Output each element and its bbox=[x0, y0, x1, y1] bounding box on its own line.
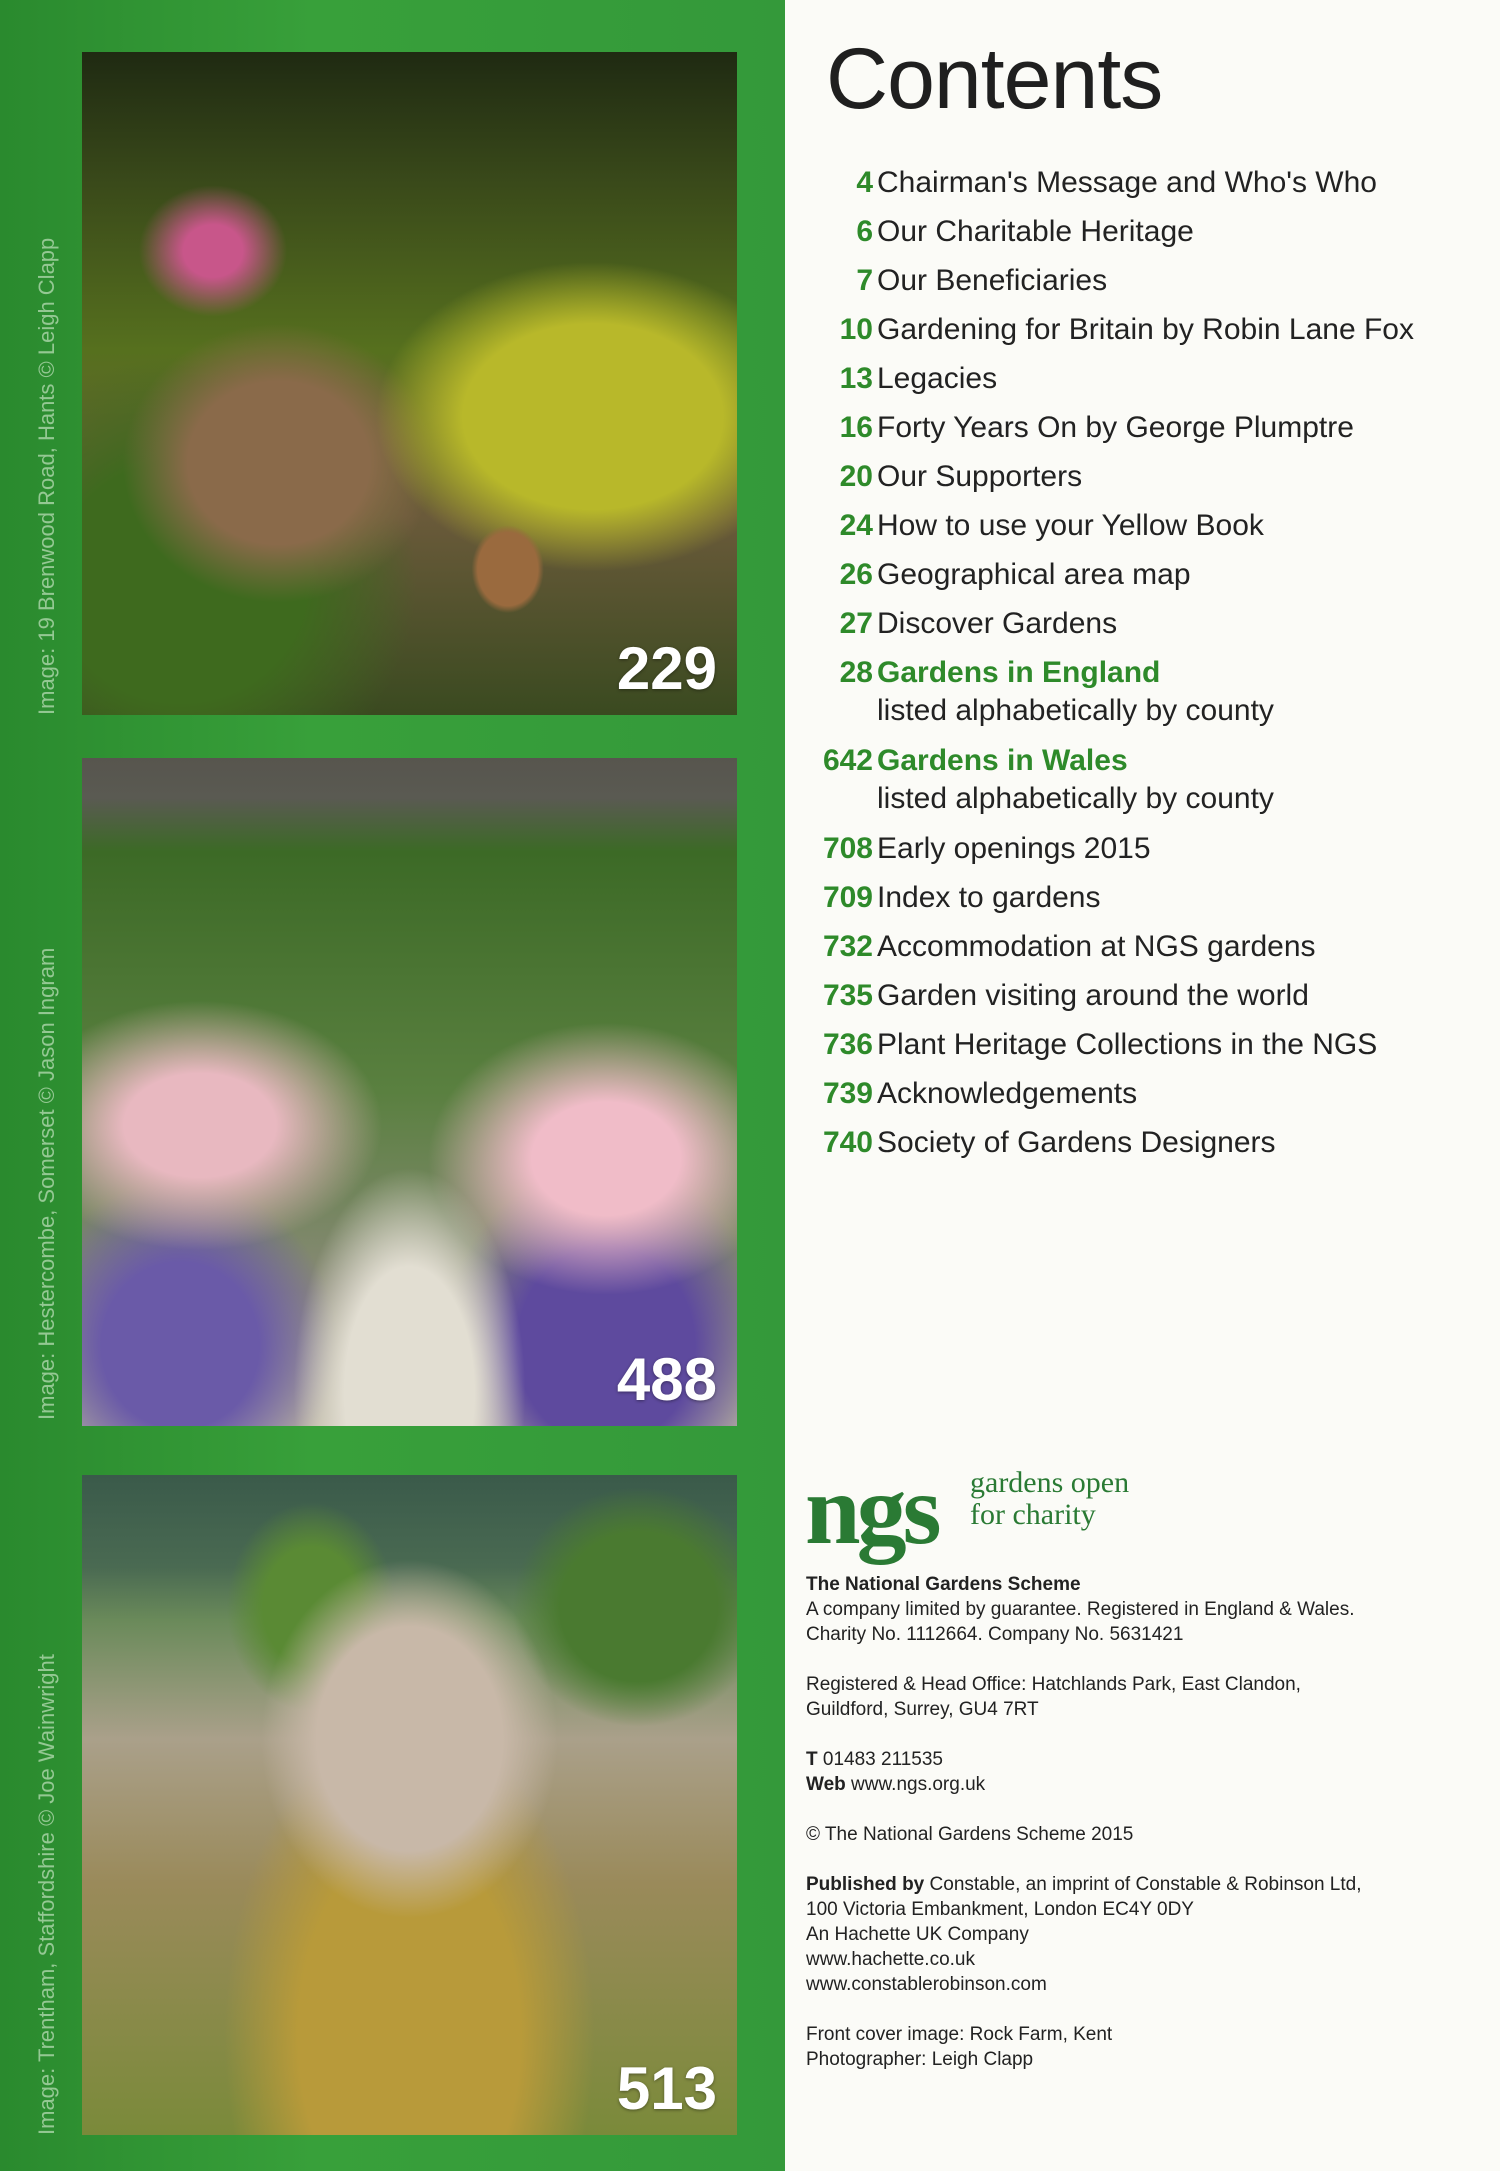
photo-page-number: 488 bbox=[616, 1346, 717, 1413]
toc-page-number: 642 bbox=[822, 744, 873, 777]
toc-page-number: 13 bbox=[839, 362, 873, 395]
garden-photo-1 bbox=[82, 52, 737, 715]
constable-link[interactable]: www.constablerobinson.com bbox=[806, 1974, 1047, 1995]
web-link[interactable]: www.ngs.org.uk bbox=[851, 1774, 986, 1795]
toc-label: Legacies bbox=[877, 362, 998, 395]
toc-label: Garden visiting around the world bbox=[877, 979, 1309, 1012]
contents-list bbox=[790, 160, 1450, 1169]
toc-item[interactable] bbox=[790, 307, 1450, 356]
cover-image-credit: Front cover image: Rock Farm, Kent bbox=[806, 2024, 1113, 2045]
toc-page-number: 740 bbox=[822, 1126, 873, 1159]
office-address: Guildford, Surrey, GU4 7RT bbox=[806, 1699, 1039, 1720]
toc-label: Acknowledgements bbox=[877, 1077, 1138, 1110]
toc-label: Society of Gardens Designers bbox=[877, 1126, 1276, 1159]
toc-label: How to use your Yellow Book bbox=[877, 509, 1264, 542]
toc-label: Plant Heritage Collections in the NGS bbox=[877, 1028, 1378, 1061]
toc-page-number: 27 bbox=[839, 607, 873, 640]
publisher-address: 100 Victoria Embankment, London EC4Y 0DY bbox=[806, 1899, 1194, 1920]
toc-page-number: 708 bbox=[822, 832, 873, 865]
toc-page-number: 26 bbox=[839, 558, 873, 591]
toc-page-number: 709 bbox=[822, 881, 873, 914]
toc-page-number: 736 bbox=[822, 1028, 873, 1061]
photo-credit: Image: Hestercombe, Somerset © Jason Ingram bbox=[34, 947, 59, 1420]
toc-page-number: 24 bbox=[839, 509, 873, 542]
toc-page-number: 732 bbox=[822, 930, 873, 963]
toc-label: Chairman's Message and Who's Who bbox=[877, 166, 1377, 199]
toc-label: Gardens in England bbox=[877, 656, 1161, 689]
toc-page-number: 20 bbox=[839, 460, 873, 493]
toc-label: Discover Gardens bbox=[877, 607, 1118, 640]
toc-label: Geographical area map bbox=[877, 558, 1191, 591]
toc-item[interactable] bbox=[790, 1120, 1450, 1169]
company-line: Charity No. 1112664. Company No. 5631421 bbox=[806, 1624, 1184, 1645]
toc-item[interactable] bbox=[790, 650, 1450, 738]
publisher-info bbox=[806, 1572, 1446, 2072]
office-address: Registered & Head Office: Hatchlands Park, East Clandon, bbox=[806, 1674, 1301, 1695]
toc-sublabel: listed alphabetically by county bbox=[877, 782, 1274, 815]
hachette-link[interactable]: www.hachette.co.uk bbox=[806, 1949, 975, 1970]
toc-item[interactable] bbox=[790, 826, 1450, 875]
toc-item[interactable] bbox=[790, 924, 1450, 973]
toc-item[interactable] bbox=[790, 209, 1450, 258]
photo-credit: Image: Trentham, Staffordshire © Joe Wainwright bbox=[34, 1654, 59, 2135]
garden-photo-3 bbox=[82, 1475, 737, 2135]
toc-page-number: 10 bbox=[839, 313, 873, 346]
toc-item[interactable] bbox=[790, 356, 1450, 405]
photo-credit: Image: 19 Brenwood Road, Hants © Leigh Clapp bbox=[34, 237, 59, 715]
garden-photo-2 bbox=[82, 758, 737, 1426]
toc-page-number: 4 bbox=[856, 166, 873, 199]
toc-item[interactable] bbox=[790, 973, 1450, 1022]
toc-item[interactable] bbox=[790, 258, 1450, 307]
toc-page-number: 735 bbox=[822, 979, 873, 1012]
phone-line: T 01483 211535 bbox=[806, 1749, 943, 1770]
toc-item[interactable] bbox=[790, 1022, 1450, 1071]
toc-sublabel: listed alphabetically by county bbox=[877, 694, 1274, 727]
toc-page-number: 739 bbox=[822, 1077, 873, 1110]
photo-page-number: 229 bbox=[616, 635, 717, 702]
photo-page-number: 513 bbox=[616, 2055, 717, 2122]
company-line: A company limited by guarantee. Registered in England & Wales. bbox=[806, 1599, 1355, 1620]
toc-item[interactable] bbox=[790, 552, 1450, 601]
org-name: The National Gardens Scheme bbox=[806, 1574, 1081, 1595]
toc-item[interactable] bbox=[790, 160, 1450, 209]
page-title: Contents bbox=[826, 31, 1163, 127]
toc-item[interactable] bbox=[790, 405, 1450, 454]
toc-item[interactable] bbox=[790, 503, 1450, 552]
ngs-logo-mark: ngs bbox=[805, 1454, 938, 1565]
toc-label: Early openings 2015 bbox=[877, 832, 1151, 865]
toc-label: Our Beneficiaries bbox=[877, 264, 1108, 297]
publisher-line: Published by Constable, an imprint of Constable & Robinson Ltd, bbox=[806, 1874, 1362, 1895]
toc-item[interactable] bbox=[790, 738, 1450, 826]
parent-company: An Hachette UK Company bbox=[806, 1924, 1029, 1945]
toc-page-number: 28 bbox=[839, 656, 873, 689]
web-line: Web www.ngs.org.uk bbox=[806, 1774, 986, 1795]
ngs-tagline: gardens open bbox=[970, 1466, 1130, 1499]
toc-page-number: 6 bbox=[856, 215, 873, 248]
ngs-tagline: for charity bbox=[970, 1498, 1096, 1531]
toc-item[interactable] bbox=[790, 601, 1450, 650]
toc-label: Gardening for Britain by Robin Lane Fox bbox=[877, 313, 1414, 346]
toc-item[interactable] bbox=[790, 1071, 1450, 1120]
toc-page-number: 16 bbox=[839, 411, 873, 444]
toc-item[interactable] bbox=[790, 875, 1450, 924]
toc-label: Our Supporters bbox=[877, 460, 1083, 493]
toc-label: Gardens in Wales bbox=[877, 744, 1128, 777]
toc-item[interactable] bbox=[790, 454, 1450, 503]
toc-label: Accommodation at NGS gardens bbox=[877, 930, 1316, 963]
ngs-logo bbox=[805, 1454, 1225, 1565]
photographer-credit: Photographer: Leigh Clapp bbox=[806, 2049, 1034, 2070]
toc-page-number: 7 bbox=[856, 264, 873, 297]
copyright: © The National Gardens Scheme 2015 bbox=[806, 1824, 1134, 1845]
toc-label: Our Charitable Heritage bbox=[877, 215, 1194, 248]
toc-label: Forty Years On by George Plumptre bbox=[877, 411, 1354, 444]
toc-label: Index to gardens bbox=[877, 881, 1101, 914]
